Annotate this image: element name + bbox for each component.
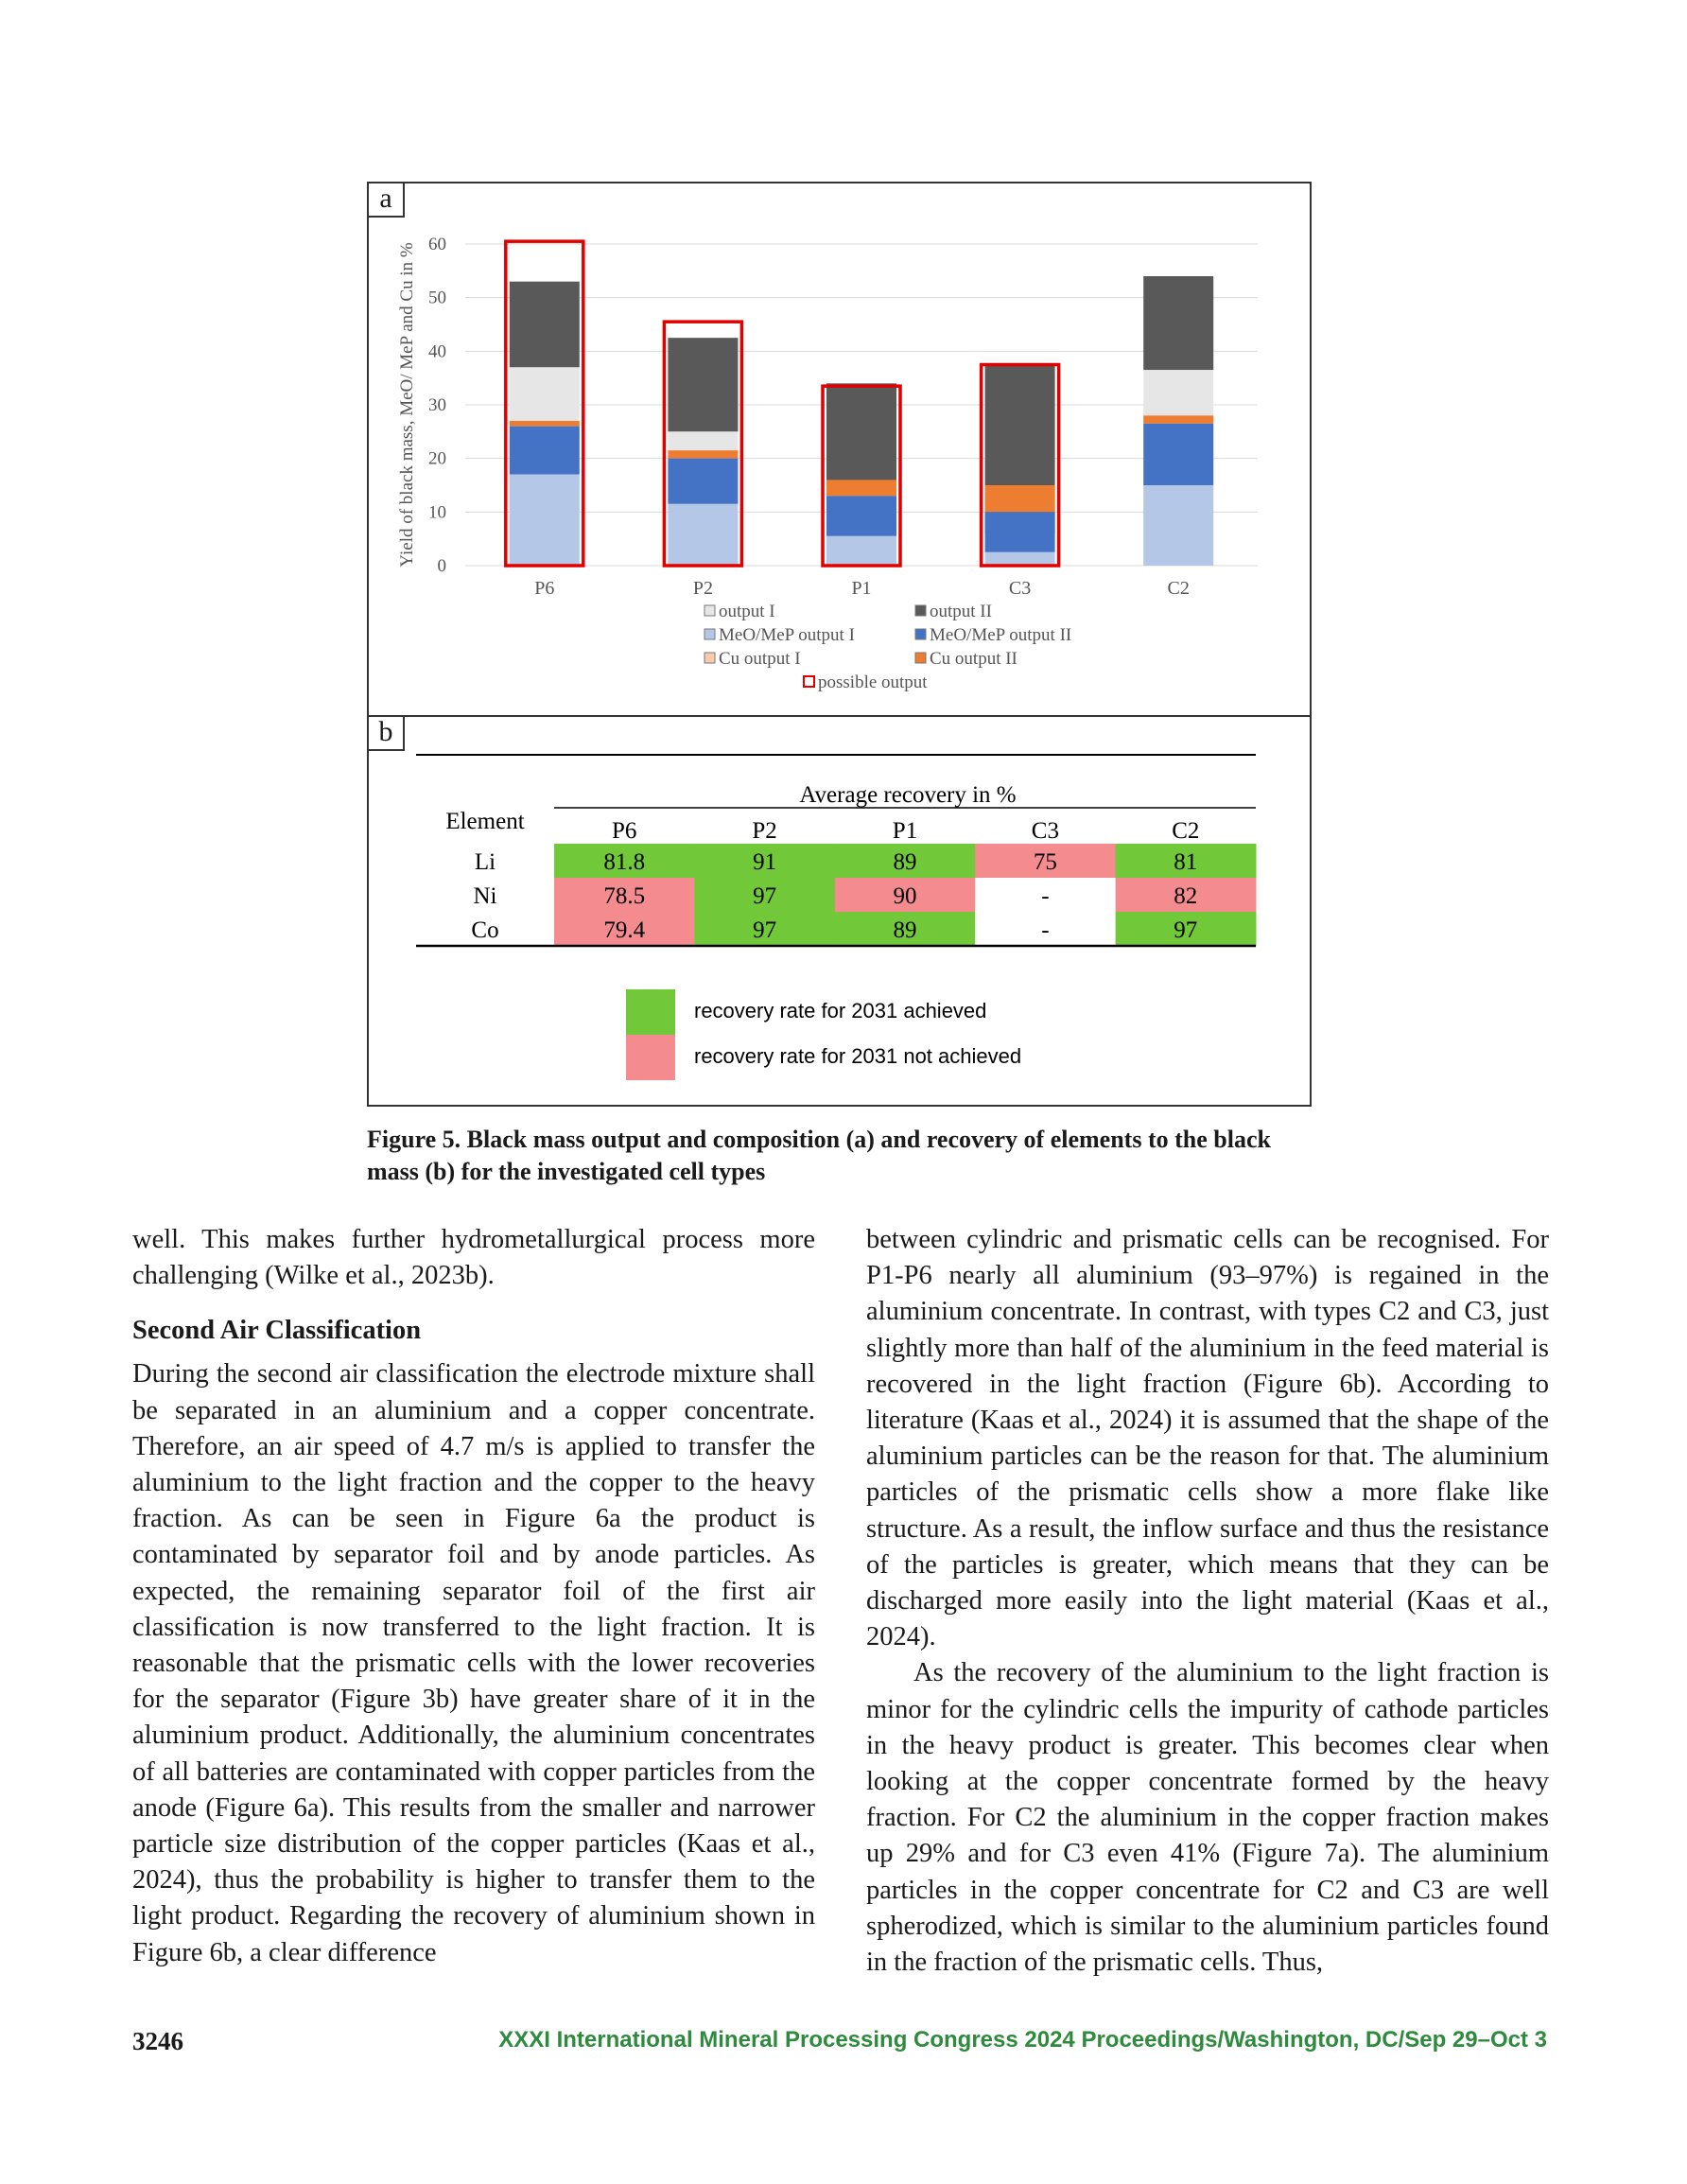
table-column-header: P6 bbox=[611, 818, 637, 844]
recovery-table bbox=[369, 717, 1310, 1105]
bar-output-i bbox=[668, 431, 738, 450]
table-cell-value: 90 bbox=[893, 883, 917, 909]
left-column bbox=[132, 1222, 815, 1971]
page-number: 3246 bbox=[132, 2027, 183, 2055]
bar-meo-output-ii bbox=[985, 512, 1055, 552]
table-cell-value: - bbox=[1041, 883, 1050, 909]
table-cell-value: 78.5 bbox=[603, 883, 646, 909]
legend-label: output II bbox=[930, 602, 992, 621]
bar-meo-output-i bbox=[1143, 485, 1213, 566]
table-cell-value: 89 bbox=[893, 917, 917, 943]
section-heading: Second Air Classification bbox=[132, 1316, 422, 1346]
table-column-header: C2 bbox=[1172, 818, 1200, 844]
table-row-header: Element bbox=[445, 809, 525, 834]
table-cell-value: 82 bbox=[1174, 883, 1198, 909]
bar-cu-output-ii bbox=[668, 450, 738, 459]
table-row-label: Ni bbox=[473, 883, 497, 909]
table-group-header: Average recovery in % bbox=[799, 782, 1017, 808]
legend-label: MeO/MeP output I bbox=[719, 625, 855, 645]
bar-meo-output-i bbox=[668, 504, 738, 566]
legend-label: MeO/MeP output II bbox=[930, 625, 1072, 645]
table-cell-value: - bbox=[1041, 917, 1050, 943]
bar-meo-output-i bbox=[985, 552, 1055, 566]
left-paragraph-1: well. This makes further hydrometallurgical process more challenging (Wilke et al., 2023b). bbox=[132, 1225, 815, 1291]
x-tick-label: P6 bbox=[534, 578, 555, 599]
legend-label: Cu output I bbox=[719, 649, 801, 669]
table-column-header: C3 bbox=[1031, 818, 1059, 844]
panel-a-label: a bbox=[367, 182, 405, 218]
legend-label: possible output bbox=[818, 673, 928, 692]
table-cell-value: 81.8 bbox=[603, 849, 646, 875]
bar-meo-output-ii bbox=[1143, 424, 1213, 485]
x-tick-label: P2 bbox=[692, 578, 713, 599]
y-tick-label: 10 bbox=[428, 502, 446, 523]
table-cell-value: 97 bbox=[753, 883, 777, 909]
x-tick-label: C3 bbox=[1008, 578, 1032, 599]
bar-meo-output-ii bbox=[510, 427, 580, 475]
legend-swatch bbox=[915, 605, 926, 616]
y-tick-label: 0 bbox=[437, 556, 446, 576]
table-cell-value: 97 bbox=[753, 917, 777, 943]
legend-swatch bbox=[704, 629, 715, 639]
panel-b-label: b bbox=[367, 715, 405, 751]
table-cell-value: 91 bbox=[753, 849, 777, 875]
table-cell-value: 89 bbox=[893, 849, 917, 875]
bar-cu-output-ii bbox=[1143, 415, 1213, 424]
table-column-header: P2 bbox=[752, 818, 777, 844]
table-column-header: P1 bbox=[892, 818, 918, 844]
bar-cu-output-ii bbox=[985, 485, 1055, 512]
bar-meo-output-i bbox=[510, 475, 580, 566]
figure-caption: Figure 5. Black mass output and composition (a) and recovery of elements to the black mass (b) for the investigated cell types bbox=[367, 1126, 1271, 1185]
bar-output-ii bbox=[668, 338, 738, 431]
legend-label: Cu output II bbox=[930, 649, 1017, 669]
left-paragraph-2: During the second air classification the electrode mixture shall be separated in an aluminium and a copper concentrate. Therefore, an air speed of 4.7 m/s is applied to transfer the aluminium to the light fraction and the copper to the heavy fraction. As can be seen in Figure 6a the product is contaminated by separator foil and by anode particles. As expected, the remaining separator foil of the first air classification is now transferred to the light fraction. It is reasonable that the prismatic cells with the lower recoveries for the separator (Figure 3b) have greater share of it in the aluminium product. Additionally, the aluminium concentrates of all batteries are contaminated with copper particles from the anode (Figure 6a). This results from the smaller and narrower particle size distribution of the copper particles (Kaas et al., 2024), thus the probability is higher to transfer them to the light product. Regarding the recovery of aluminium shown in Figure 6b, a clear difference bbox=[132, 1359, 815, 1967]
table-legend-label: recovery rate for 2031 not achieved bbox=[694, 1044, 1022, 1068]
bar-meo-output-i bbox=[826, 536, 896, 566]
y-tick-label: 20 bbox=[428, 448, 446, 469]
right-paragraph-2: As the recovery of the aluminium to the light fraction is minor for the cylindric cells the impurity of cathode particles in the heavy product is greater. This becomes clear when looking at the copper concentrate formed by the heavy fraction. For C2 the aluminium in the copper fraction makes up 29% and for C3 even 41% (Figure 7a). The aluminium particles in the copper concentrate for C2 and C3 are well spherodized, which is similar to the aluminium particles found in the fraction of the prismatic cells. Thus, bbox=[866, 1658, 1549, 1978]
bar-output-ii bbox=[510, 282, 580, 368]
table-row-label: Li bbox=[474, 849, 496, 875]
bar-meo-output-ii bbox=[668, 459, 738, 504]
table-cell-value: 75 bbox=[1033, 849, 1057, 875]
x-tick-label: P1 bbox=[851, 578, 872, 599]
y-axis-label: Yield of black mass, MeO/ MeP and Cu in % bbox=[397, 242, 417, 568]
y-tick-label: 60 bbox=[428, 235, 446, 254]
bar-cu-output-ii bbox=[510, 421, 580, 427]
conference-footer: XXXI International Mineral Processing Congress 2024 Proceedings/Washington, DC/Sep 29–Oct 3 bbox=[498, 2027, 1547, 2053]
bar-output-i bbox=[510, 367, 580, 421]
bar-meo-output-ii bbox=[826, 496, 896, 536]
table-legend-swatch bbox=[626, 1035, 675, 1080]
table-legend-label: recovery rate for 2031 achieved bbox=[694, 999, 987, 1022]
legend-swatch bbox=[915, 653, 926, 663]
legend-swatch bbox=[704, 653, 715, 663]
y-tick-label: 30 bbox=[428, 395, 446, 415]
bar-chart bbox=[369, 183, 1310, 713]
legend-swatch bbox=[704, 605, 715, 616]
legend-swatch bbox=[804, 676, 814, 687]
y-tick-label: 50 bbox=[428, 288, 446, 308]
bar-output-ii bbox=[826, 383, 896, 493]
right-paragraph-1: between cylindric and prismatic cells can be recognised. For P1-P6 nearly all aluminium (93–97%) is regained in the aluminium concentrate. In contrast, with types C2 and C3, just slightly more than half of the aluminium in the feed material is recovered in the light fraction (Figure 6b). According to literature (Kaas et al., 2024) it is assumed that the shape of the aluminium particles can be the reason for that. The aluminium particles of the prismatic cells show a more flake like structure. As a result, the inflow surface and thus the resistance of the particles is greater, which means that they can be discharged more easily into the light material (Kaas et al., 2024). bbox=[866, 1225, 1549, 1652]
table-cell-value: 79.4 bbox=[603, 917, 646, 943]
legend-swatch bbox=[915, 629, 926, 639]
bar-output-i bbox=[1143, 370, 1213, 415]
legend-label: output I bbox=[719, 602, 775, 621]
table-cell-value: 97 bbox=[1174, 917, 1198, 943]
table-legend-swatch bbox=[626, 989, 675, 1035]
right-column bbox=[866, 1222, 1549, 1981]
bar-cu-output-ii bbox=[826, 480, 896, 496]
y-tick-label: 40 bbox=[428, 341, 446, 362]
table-row-label: Co bbox=[471, 917, 499, 943]
x-tick-label: C2 bbox=[1167, 578, 1190, 599]
table-cell-value: 81 bbox=[1174, 849, 1198, 875]
bar-output-ii bbox=[1143, 276, 1213, 370]
